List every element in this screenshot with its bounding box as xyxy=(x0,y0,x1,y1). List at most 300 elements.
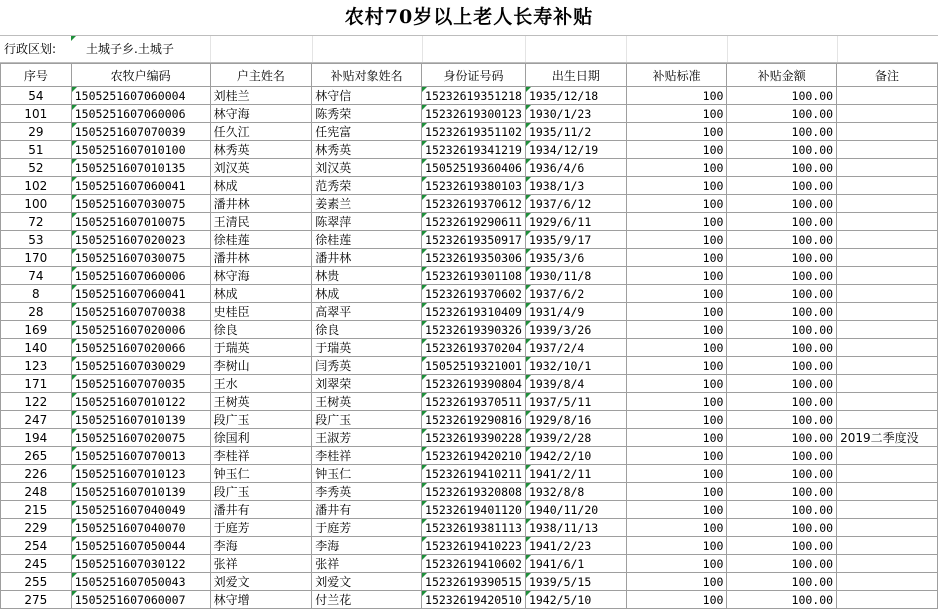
cell-recipient-name[interactable] xyxy=(312,285,422,303)
cell-serial[interactable] xyxy=(1,141,72,159)
cell-recipient-name[interactable] xyxy=(312,447,422,465)
cell-recipient-name[interactable] xyxy=(312,267,422,285)
cell-subsidy-amount[interactable] xyxy=(727,537,837,555)
cell-householder-name[interactable] xyxy=(210,483,312,501)
cell-householder-name[interactable] xyxy=(210,87,312,105)
cell-householder-name[interactable] xyxy=(210,555,312,573)
cell-recipient-name[interactable] xyxy=(312,483,422,501)
cell-recipient-name[interactable] xyxy=(312,357,422,375)
cell-serial[interactable] xyxy=(1,375,72,393)
cell-subsidy-standard[interactable] xyxy=(626,141,727,159)
cell-serial[interactable] xyxy=(1,393,72,411)
cell-subsidy-standard[interactable] xyxy=(626,591,727,609)
cell-serial[interactable] xyxy=(1,213,72,231)
cell-recipient-name[interactable] xyxy=(312,429,422,447)
cell-subsidy-amount[interactable] xyxy=(727,267,837,285)
cell-text: 1935/11/2 xyxy=(528,124,592,139)
cell-subsidy-standard[interactable] xyxy=(626,375,727,393)
cell-recipient-name[interactable] xyxy=(312,321,422,339)
column-header-birth-date[interactable]: 出生日期 xyxy=(525,64,626,87)
cell-recipient-name[interactable] xyxy=(312,501,422,519)
cell-household-code[interactable] xyxy=(71,393,210,411)
cell-householder-name[interactable] xyxy=(210,321,312,339)
cell-serial[interactable] xyxy=(1,249,72,267)
cell-serial[interactable] xyxy=(1,555,72,573)
cell-remarks[interactable] xyxy=(837,393,938,411)
cell-birth-date[interactable] xyxy=(525,375,626,393)
cell-serial[interactable] xyxy=(1,429,72,447)
cell-subsidy-amount[interactable] xyxy=(727,141,837,159)
cell-id-number[interactable] xyxy=(422,231,526,249)
cell-serial[interactable] xyxy=(1,519,72,537)
cell-text: 1505251607070038 xyxy=(74,304,186,319)
cell-householder-name[interactable] xyxy=(210,141,312,159)
cell-remarks[interactable] xyxy=(837,267,938,285)
cell-household-code[interactable] xyxy=(71,573,210,591)
cell-subsidy-amount[interactable] xyxy=(727,501,837,519)
cell-household-code[interactable] xyxy=(71,177,210,195)
column-header-remarks[interactable]: 备注 xyxy=(837,64,938,87)
cell-serial[interactable] xyxy=(1,87,72,105)
cell-serial[interactable] xyxy=(1,231,72,249)
cell-birth-date[interactable] xyxy=(525,411,626,429)
region-value[interactable]: 土城子乡.土城子 xyxy=(86,42,174,56)
cell-id-number[interactable] xyxy=(422,357,526,375)
cell-birth-date[interactable] xyxy=(525,321,626,339)
cell-remarks[interactable] xyxy=(837,285,938,303)
cell-subsidy-amount[interactable] xyxy=(727,195,837,213)
cell-birth-date[interactable] xyxy=(525,249,626,267)
cell-recipient-name[interactable] xyxy=(312,339,422,357)
cell-id-number[interactable] xyxy=(422,105,526,123)
cell-remarks[interactable] xyxy=(837,213,938,231)
cell-remarks[interactable] xyxy=(837,465,938,483)
cell-recipient-name[interactable] xyxy=(312,123,422,141)
cell-subsidy-standard[interactable] xyxy=(626,267,727,285)
cell-id-number[interactable] xyxy=(422,141,526,159)
cell-serial[interactable] xyxy=(1,501,72,519)
cell-remarks[interactable] xyxy=(837,105,938,123)
cell-subsidy-amount[interactable] xyxy=(727,213,837,231)
cell-remarks[interactable] xyxy=(837,375,938,393)
cell-remarks[interactable] xyxy=(837,141,938,159)
cell-birth-date[interactable] xyxy=(525,555,626,573)
cell-subsidy-standard[interactable] xyxy=(626,483,727,501)
cell-recipient-name[interactable] xyxy=(312,573,422,591)
cell-text: 51 xyxy=(28,142,44,157)
cell-id-number[interactable] xyxy=(422,123,526,141)
cell-serial[interactable] xyxy=(1,159,72,177)
cell-householder-name[interactable] xyxy=(210,123,312,141)
cell-subsidy-standard[interactable] xyxy=(626,411,727,429)
region-label[interactable]: 行政区划: xyxy=(4,42,57,56)
cell-serial[interactable] xyxy=(1,357,72,375)
cell-id-number[interactable] xyxy=(422,159,526,177)
cell-subsidy-amount[interactable] xyxy=(727,105,837,123)
cell-birth-date[interactable] xyxy=(525,303,626,321)
cell-householder-name[interactable] xyxy=(210,519,312,537)
cell-subsidy-amount[interactable] xyxy=(727,555,837,573)
cell-remarks[interactable] xyxy=(837,159,938,177)
cell-id-number[interactable] xyxy=(422,321,526,339)
cell-text: 1505251607050043 xyxy=(74,574,186,589)
cell-id-number[interactable] xyxy=(422,213,526,231)
cell-birth-date[interactable] xyxy=(525,501,626,519)
cell-subsidy-amount[interactable] xyxy=(727,177,837,195)
cell-householder-name[interactable] xyxy=(210,429,312,447)
cell-serial[interactable] xyxy=(1,339,72,357)
cell-remarks[interactable] xyxy=(837,87,938,105)
cell-subsidy-standard[interactable] xyxy=(626,249,727,267)
cell-householder-name[interactable] xyxy=(210,177,312,195)
cell-remarks[interactable] xyxy=(837,519,938,537)
cell-householder-name[interactable] xyxy=(210,501,312,519)
cell-comment-marker-icon xyxy=(422,141,427,146)
cell-recipient-name[interactable] xyxy=(312,411,422,429)
cell-id-number[interactable] xyxy=(422,393,526,411)
cell-household-code[interactable] xyxy=(71,87,210,105)
cell-remarks[interactable] xyxy=(837,573,938,591)
cell-serial[interactable] xyxy=(1,537,72,555)
cell-subsidy-standard[interactable] xyxy=(626,573,727,591)
cell-birth-date[interactable] xyxy=(525,213,626,231)
cell-serial[interactable] xyxy=(1,321,72,339)
cell-comment-marker-icon xyxy=(422,357,427,362)
cell-serial[interactable] xyxy=(1,177,72,195)
cell-recipient-name[interactable] xyxy=(312,249,422,267)
cell-householder-name[interactable] xyxy=(210,285,312,303)
cell-id-number[interactable] xyxy=(422,501,526,519)
cell-subsidy-amount[interactable] xyxy=(727,249,837,267)
cell-household-code[interactable] xyxy=(71,267,210,285)
cell-householder-name[interactable] xyxy=(210,105,312,123)
cell-serial[interactable] xyxy=(1,573,72,591)
cell-id-number[interactable] xyxy=(422,285,526,303)
cell-remarks[interactable] xyxy=(837,321,938,339)
cell-subsidy-standard[interactable] xyxy=(626,339,727,357)
cell-id-number[interactable] xyxy=(422,537,526,555)
cell-birth-date[interactable] xyxy=(525,465,626,483)
cell-id-number[interactable] xyxy=(422,267,526,285)
cell-subsidy-standard[interactable] xyxy=(626,177,727,195)
cell-serial[interactable] xyxy=(1,465,72,483)
cell-householder-name[interactable] xyxy=(210,267,312,285)
cell-recipient-name[interactable] xyxy=(312,591,422,609)
cell-subsidy-standard[interactable] xyxy=(626,393,727,411)
cell-remarks[interactable] xyxy=(837,195,938,213)
cell-household-code[interactable] xyxy=(71,501,210,519)
cell-text: 林秀英 xyxy=(315,143,352,157)
cell-householder-name[interactable] xyxy=(210,411,312,429)
cell-household-code[interactable] xyxy=(71,285,210,303)
cell-household-code[interactable] xyxy=(71,519,210,537)
cell-id-number[interactable] xyxy=(422,303,526,321)
cell-birth-date[interactable] xyxy=(525,357,626,375)
cell-householder-name[interactable] xyxy=(210,231,312,249)
cell-subsidy-amount[interactable] xyxy=(727,159,837,177)
sheet-title[interactable]: 农村70岁以上老人长寿补贴 xyxy=(344,6,594,28)
cell-subsidy-standard[interactable] xyxy=(626,195,727,213)
cell-household-code[interactable] xyxy=(71,249,210,267)
column-header-subsidy-amount[interactable]: 补贴金额 xyxy=(727,64,837,87)
cell-household-code[interactable] xyxy=(71,483,210,501)
cell-recipient-name[interactable] xyxy=(312,87,422,105)
cell-subsidy-standard[interactable] xyxy=(626,555,727,573)
cell-householder-name[interactable] xyxy=(210,303,312,321)
column-header-subsidy-standard[interactable]: 补贴标准 xyxy=(626,64,727,87)
cell-comment-marker-icon xyxy=(526,285,531,290)
cell-householder-name[interactable] xyxy=(210,159,312,177)
cell-recipient-name[interactable] xyxy=(312,465,422,483)
cell-recipient-name[interactable] xyxy=(312,537,422,555)
cell-subsidy-amount[interactable] xyxy=(727,591,837,609)
cell-household-code[interactable] xyxy=(71,195,210,213)
cell-subsidy-amount[interactable] xyxy=(727,465,837,483)
cell-birth-date[interactable] xyxy=(525,285,626,303)
cell-recipient-name[interactable] xyxy=(312,105,422,123)
cell-recipient-name[interactable] xyxy=(312,213,422,231)
cell-text: 100 xyxy=(702,304,724,319)
cell-remarks[interactable] xyxy=(837,411,938,429)
cell-remarks[interactable] xyxy=(837,483,938,501)
cell-remarks[interactable] xyxy=(837,249,938,267)
cell-subsidy-standard[interactable] xyxy=(626,447,727,465)
cell-birth-date[interactable] xyxy=(525,537,626,555)
cell-id-number[interactable] xyxy=(422,519,526,537)
cell-birth-date[interactable] xyxy=(525,339,626,357)
cell-recipient-name[interactable] xyxy=(312,555,422,573)
cell-household-code[interactable] xyxy=(71,141,210,159)
cell-text: 15232619290816 xyxy=(425,412,522,427)
cell-household-code[interactable] xyxy=(71,555,210,573)
cell-subsidy-standard[interactable] xyxy=(626,519,727,537)
cell-birth-date[interactable] xyxy=(525,159,626,177)
cell-subsidy-amount[interactable] xyxy=(727,447,837,465)
cell-birth-date[interactable] xyxy=(525,177,626,195)
cell-birth-date[interactable] xyxy=(525,267,626,285)
cell-remarks[interactable] xyxy=(837,123,938,141)
cell-birth-date[interactable] xyxy=(525,573,626,591)
cell-text: 100.00 xyxy=(791,358,834,373)
cell-birth-date[interactable] xyxy=(525,591,626,609)
cell-text: 15052519321001 xyxy=(425,358,522,373)
cell-subsidy-amount[interactable] xyxy=(727,87,837,105)
cell-householder-name[interactable] xyxy=(210,195,312,213)
cell-subsidy-amount[interactable] xyxy=(727,357,837,375)
cell-id-number[interactable] xyxy=(422,483,526,501)
cell-householder-name[interactable] xyxy=(210,447,312,465)
cell-subsidy-standard[interactable] xyxy=(626,123,727,141)
cell-remarks[interactable] xyxy=(837,537,938,555)
cell-text: 102 xyxy=(24,178,48,193)
cell-birth-date[interactable] xyxy=(525,105,626,123)
cell-subsidy-standard[interactable] xyxy=(626,501,727,519)
cell-serial[interactable] xyxy=(1,105,72,123)
cell-id-number[interactable] xyxy=(422,429,526,447)
cell-id-number[interactable] xyxy=(422,555,526,573)
cell-id-number[interactable] xyxy=(422,573,526,591)
cell-subsidy-amount[interactable] xyxy=(727,339,837,357)
cell-text: 15232619370612 xyxy=(425,196,522,211)
cell-id-number[interactable] xyxy=(422,339,526,357)
cell-birth-date[interactable] xyxy=(525,393,626,411)
cell-subsidy-standard[interactable] xyxy=(626,357,727,375)
cell-household-code[interactable] xyxy=(71,105,210,123)
cell-subsidy-amount[interactable] xyxy=(727,573,837,591)
cell-subsidy-standard[interactable] xyxy=(626,231,727,249)
cell-serial[interactable] xyxy=(1,267,72,285)
table-row xyxy=(1,123,938,141)
cell-householder-name[interactable] xyxy=(210,339,312,357)
cell-recipient-name[interactable] xyxy=(312,393,422,411)
column-header-householder-name[interactable]: 户主姓名 xyxy=(210,64,312,87)
cell-remarks[interactable] xyxy=(837,339,938,357)
cell-subsidy-amount[interactable] xyxy=(727,285,837,303)
cell-subsidy-standard[interactable] xyxy=(626,105,727,123)
cell-birth-date[interactable] xyxy=(525,141,626,159)
cell-text: 123 xyxy=(24,358,48,373)
cell-household-code[interactable] xyxy=(71,411,210,429)
cell-householder-name[interactable] xyxy=(210,249,312,267)
cell-household-code[interactable] xyxy=(71,591,210,609)
cell-householder-name[interactable] xyxy=(210,375,312,393)
column-header-recipient-name[interactable]: 补贴对象姓名 xyxy=(312,64,422,87)
cell-household-code[interactable] xyxy=(71,321,210,339)
table-row xyxy=(1,303,938,321)
cell-comment-marker-icon xyxy=(72,555,77,560)
cell-id-number[interactable] xyxy=(422,375,526,393)
cell-subsidy-standard[interactable] xyxy=(626,213,727,231)
cell-text: 28 xyxy=(28,304,44,319)
cell-household-code[interactable] xyxy=(71,231,210,249)
cell-householder-name[interactable] xyxy=(210,591,312,609)
cell-serial[interactable] xyxy=(1,123,72,141)
cell-household-code[interactable] xyxy=(71,357,210,375)
cell-householder-name[interactable] xyxy=(210,465,312,483)
cell-recipient-name[interactable] xyxy=(312,231,422,249)
cell-serial[interactable] xyxy=(1,591,72,609)
cell-birth-date[interactable] xyxy=(525,519,626,537)
cell-household-code[interactable] xyxy=(71,465,210,483)
column-header-household-code[interactable]: 农牧户编码 xyxy=(71,64,210,87)
cell-subsidy-amount[interactable] xyxy=(727,303,837,321)
cell-subsidy-standard[interactable] xyxy=(626,303,727,321)
cell-comment-marker-icon xyxy=(422,375,427,380)
cell-remarks[interactable] xyxy=(837,303,938,321)
cell-householder-name[interactable] xyxy=(210,357,312,375)
cell-household-code[interactable] xyxy=(71,303,210,321)
cell-householder-name[interactable] xyxy=(210,213,312,231)
cell-subsidy-amount[interactable] xyxy=(727,231,837,249)
cell-birth-date[interactable] xyxy=(525,447,626,465)
cell-recipient-name[interactable] xyxy=(312,177,422,195)
cell-household-code[interactable] xyxy=(71,447,210,465)
cell-text: 15232619380103 xyxy=(425,178,522,193)
cell-recipient-name[interactable] xyxy=(312,141,422,159)
cell-remarks[interactable] xyxy=(837,591,938,609)
cell-comment-marker-icon xyxy=(526,465,531,470)
cell-birth-date[interactable] xyxy=(525,483,626,501)
cell-remarks[interactable] xyxy=(837,447,938,465)
cell-id-number[interactable] xyxy=(422,465,526,483)
cell-text: 1939/8/4 xyxy=(528,376,585,391)
cell-id-number[interactable] xyxy=(422,447,526,465)
cell-subsidy-amount[interactable] xyxy=(727,483,837,501)
cell-recipient-name[interactable] xyxy=(312,375,422,393)
cell-household-code[interactable] xyxy=(71,429,210,447)
cell-serial[interactable] xyxy=(1,447,72,465)
cell-birth-date[interactable] xyxy=(525,123,626,141)
cell-subsidy-amount[interactable] xyxy=(727,393,837,411)
cell-id-number[interactable] xyxy=(422,177,526,195)
cell-remarks[interactable] xyxy=(837,501,938,519)
cell-subsidy-standard[interactable] xyxy=(626,87,727,105)
cell-householder-name[interactable] xyxy=(210,393,312,411)
cell-subsidy-amount[interactable] xyxy=(727,429,837,447)
column-header-serial[interactable]: 序号 xyxy=(1,64,72,87)
cell-recipient-name[interactable] xyxy=(312,519,422,537)
cell-birth-date[interactable] xyxy=(525,87,626,105)
cell-household-code[interactable] xyxy=(71,213,210,231)
table-body xyxy=(1,87,938,609)
table-row xyxy=(1,537,938,555)
cell-subsidy-amount[interactable] xyxy=(727,375,837,393)
cell-serial[interactable] xyxy=(1,285,72,303)
cell-birth-date[interactable] xyxy=(525,429,626,447)
cell-subsidy-standard[interactable] xyxy=(626,465,727,483)
cell-household-code[interactable] xyxy=(71,339,210,357)
cell-recipient-name[interactable] xyxy=(312,303,422,321)
cell-id-number[interactable] xyxy=(422,411,526,429)
cell-id-number[interactable] xyxy=(422,591,526,609)
cell-remarks[interactable] xyxy=(837,357,938,375)
cell-remarks[interactable] xyxy=(837,429,938,447)
cell-text: 李海 xyxy=(315,539,340,553)
cell-id-number[interactable] xyxy=(422,249,526,267)
cell-subsidy-standard[interactable] xyxy=(626,537,727,555)
cell-recipient-name[interactable] xyxy=(312,195,422,213)
cell-subsidy-standard[interactable] xyxy=(626,285,727,303)
cell-household-code[interactable] xyxy=(71,537,210,555)
cell-subsidy-amount[interactable] xyxy=(727,321,837,339)
cell-id-number[interactable] xyxy=(422,87,526,105)
cell-subsidy-standard[interactable] xyxy=(626,429,727,447)
cell-birth-date[interactable] xyxy=(525,195,626,213)
cell-remarks[interactable] xyxy=(837,555,938,573)
column-header-id-number[interactable]: 身份证号码 xyxy=(422,64,526,87)
cell-id-number[interactable] xyxy=(422,195,526,213)
cell-serial[interactable] xyxy=(1,303,72,321)
cell-remarks[interactable] xyxy=(837,177,938,195)
cell-householder-name[interactable] xyxy=(210,537,312,555)
cell-householder-name[interactable] xyxy=(210,573,312,591)
cell-subsidy-standard[interactable] xyxy=(626,321,727,339)
cell-serial[interactable] xyxy=(1,411,72,429)
cell-birth-date[interactable] xyxy=(525,231,626,249)
cell-serial[interactable] xyxy=(1,195,72,213)
cell-remarks[interactable] xyxy=(837,231,938,249)
cell-recipient-name[interactable] xyxy=(312,159,422,177)
cell-household-code[interactable] xyxy=(71,375,210,393)
cell-subsidy-standard[interactable] xyxy=(626,159,727,177)
cell-household-code[interactable] xyxy=(71,123,210,141)
cell-subsidy-amount[interactable] xyxy=(727,519,837,537)
cell-serial[interactable] xyxy=(1,483,72,501)
cell-comment-marker-icon xyxy=(526,267,531,272)
cell-subsidy-amount[interactable] xyxy=(727,123,837,141)
cell-subsidy-amount[interactable] xyxy=(727,411,837,429)
cell-household-code[interactable] xyxy=(71,159,210,177)
